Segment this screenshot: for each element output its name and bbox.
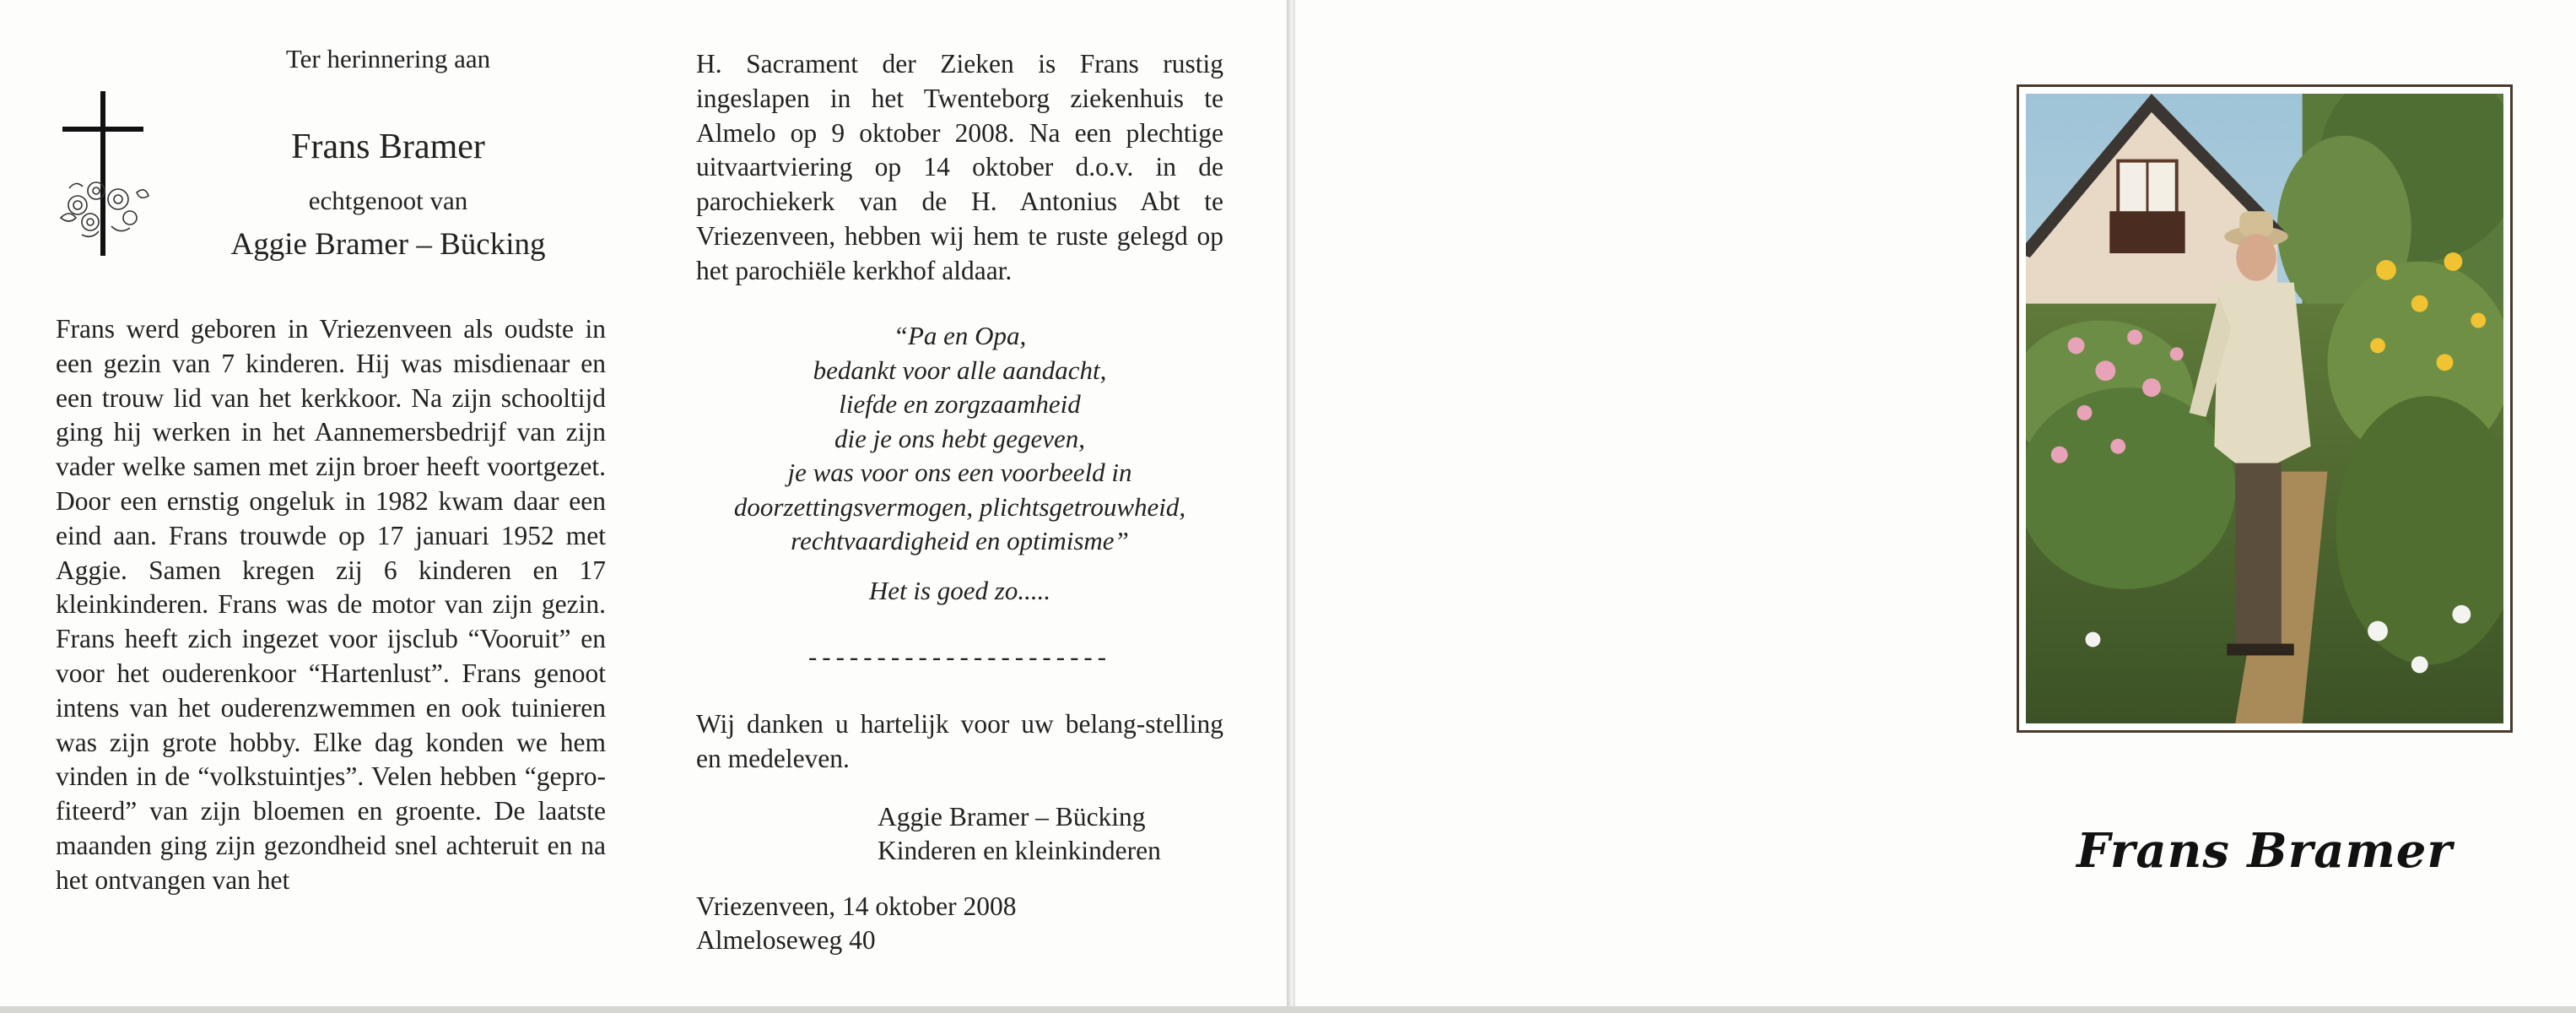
- title-name: Frans Bramer: [2076, 823, 2453, 879]
- poem-line: rechtvaardigheid en optimisme”: [791, 526, 1129, 555]
- portrait-photo: [2026, 94, 2503, 723]
- thanks-text: Wij danken u hartelijk voor uw belang-stelling en medeleven.: [696, 709, 1223, 773]
- photo-frame: [2017, 84, 2513, 733]
- poem-line: je was voor ons een voorbeeld in: [787, 458, 1132, 487]
- poem-line: bedankt voor alle aandacht,: [813, 355, 1107, 385]
- cross-with-roses-icon: [52, 91, 154, 260]
- dashed-divider: ----------------------: [807, 642, 1112, 671]
- biography-text: Frans werd geboren in Vriezenveen als oudste in een gezin van 7 kinderen. Hij was misdienaar en een trouw lid van het kerkkoor. Na zijn schooltijd ging hij werken in het Aannemersbedrijf van zijn vader welke samen met zijn broer heeft voortgezet. Door een ernstig ongeluk in 1982 kwam daar een eind aan. Frans trouwde op 17 januari 1952 met Aggie. Samen kregen zij 6 kinderen en 17 kleinkinderen. Frans was de motor van zijn gezin. Frans heeft zich ingezet voor ijsclub “Vooruit” en voor het ouderenkoor “Hartenlust”. Frans genoot intens van het ouderenzwemmen en ook tuinieren was zijn grote hobby. Elke dag konden we hem vinden in de “volkstuintjes”. Velen hebben “gepro-fiteerd” van zijn bloemen en groente. De laatste maanden ging zijn gezondheid snel achteruit en na het ontvangen van het: [56, 314, 606, 895]
- intro-text: Ter herinnering aan: [285, 44, 491, 73]
- poem: [696, 319, 1223, 559]
- card-fold: [1287, 0, 1295, 1013]
- card-bottom-edge: [0, 1006, 2576, 1013]
- poem-line: die je ons hebt gegeven,: [834, 423, 1085, 453]
- address: Almeloseweg 40: [696, 925, 876, 955]
- spouse-name: Aggie Bramer – Bücking: [230, 227, 546, 262]
- place-date: Vriezenveen, 14 oktober 2008: [696, 891, 1017, 921]
- poem-line: doorzettingsvermogen, plichtsgetrouwheid,: [733, 491, 1186, 522]
- signature-spouse: Aggie Bramer – Bücking: [878, 802, 1146, 832]
- signature-family: Kinderen en kleinkinderen: [878, 836, 1161, 865]
- spouse-label: echtgenoot van: [308, 186, 468, 215]
- biography-continued-text: H. Sacrament der Zieken is Frans rustig ingeslapen in het Twenteborg ziekenhuis te Almelo op 9 oktober 2008. Na een plechtige uitvaartviering op 14 oktober d.o.v. in de parochiekerk van de H. Antonius Abt te Vriezenveen, hebben wij hem te ruste gelegd op het parochiële kerkhof aldaar.: [696, 49, 1223, 285]
- poem-closing: Het is goed zo.....: [868, 576, 1051, 605]
- poem-line: liefde en zorgzaamheid: [839, 389, 1081, 419]
- deceased-name: Frans Bramer: [291, 127, 485, 166]
- poem-line: “Pa en Opa,: [893, 321, 1027, 350]
